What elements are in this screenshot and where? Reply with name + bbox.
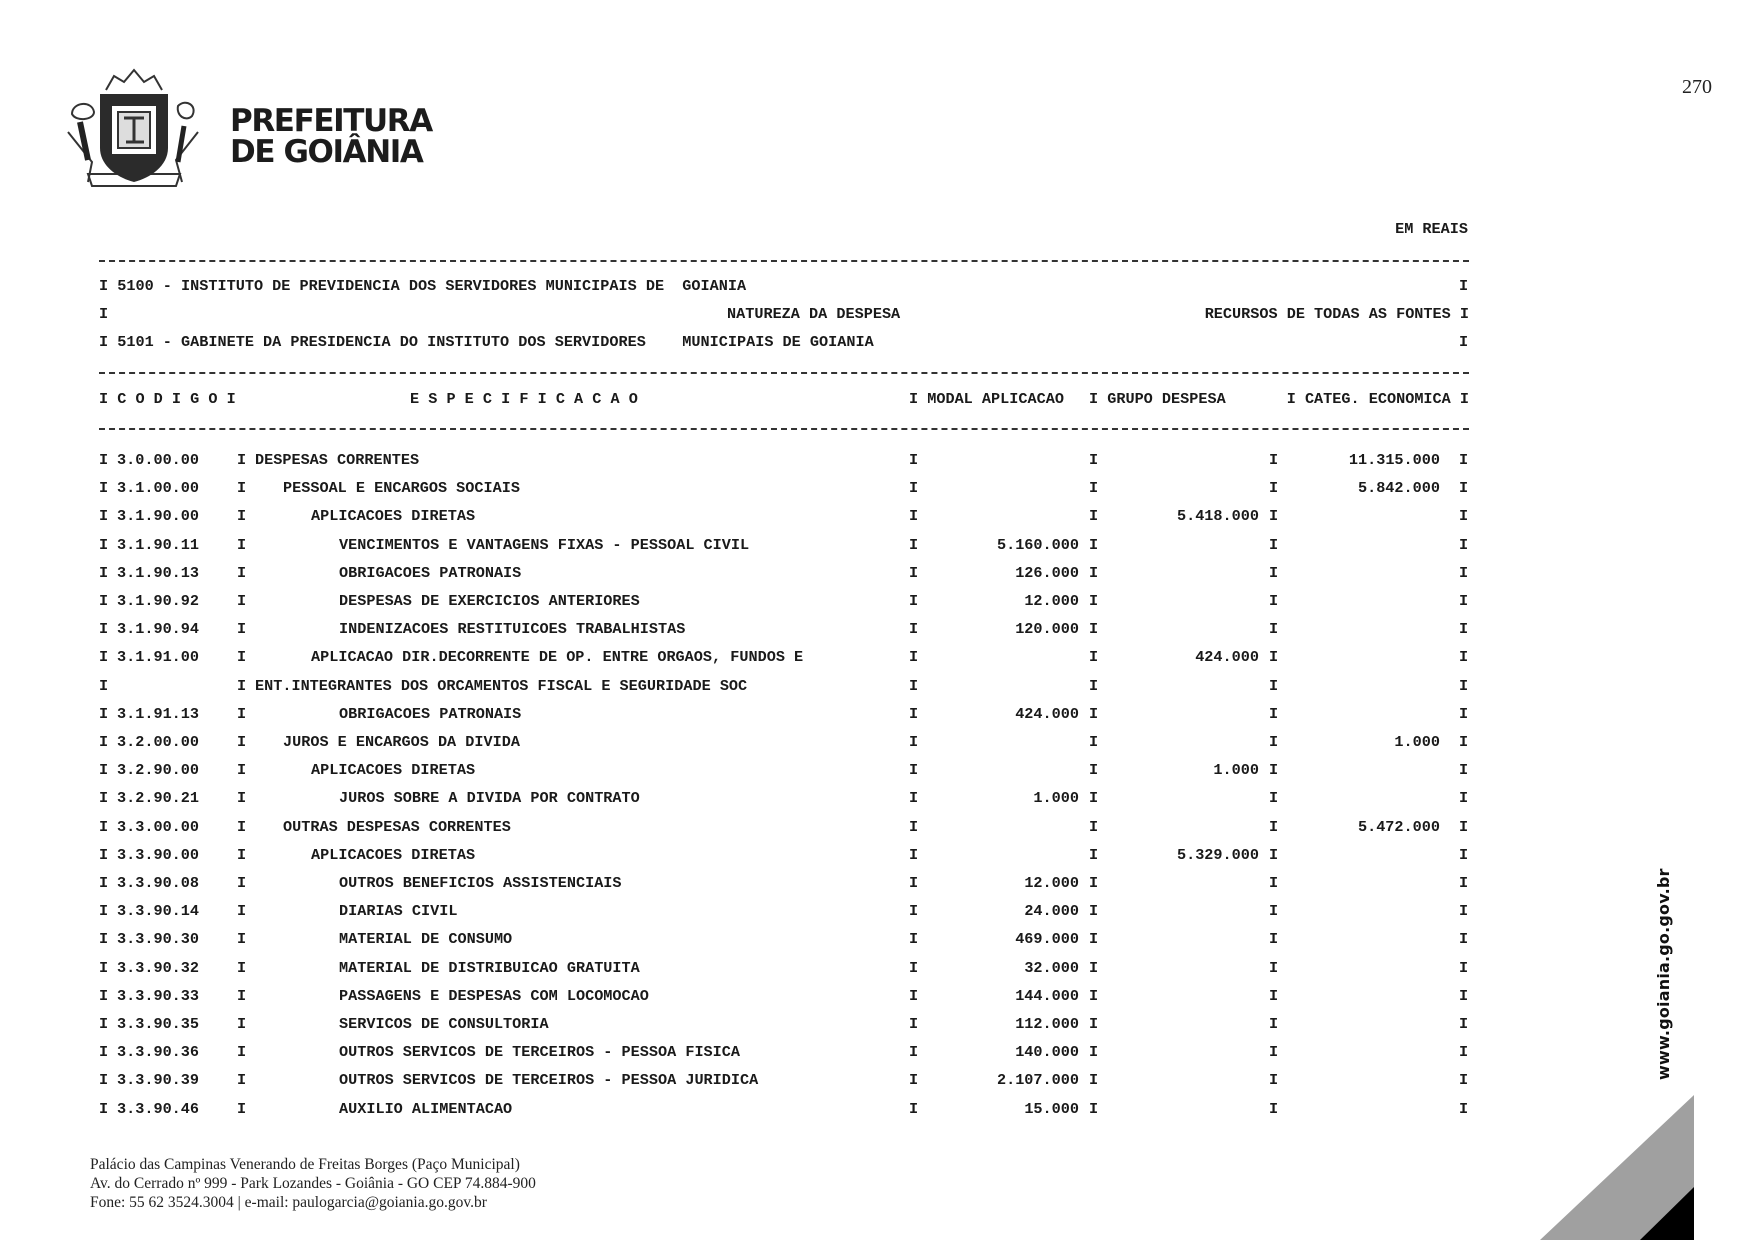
row-separator: I (1269, 451, 1279, 469)
row-separator: I (909, 1099, 919, 1118)
row-description: DESPESAS CORRENTES (255, 451, 420, 469)
table-row (99, 1014, 1469, 1034)
row-separator: I (909, 507, 919, 526)
table-row (99, 1070, 1469, 1090)
row-grupo-value: 424.000 (1195, 648, 1259, 667)
row-separator: I (237, 563, 247, 582)
row-separator: I (909, 535, 919, 554)
row-separator: I (1269, 986, 1279, 1005)
table-row (99, 901, 1469, 921)
table-header (99, 389, 1469, 409)
nature-line-border: I (99, 305, 109, 323)
table-row (99, 958, 1469, 978)
row-code: 3.2.00.00 (117, 733, 200, 751)
row-description: OUTROS SERVICOS DE TERCEIROS - PESSOA FISICA (339, 1043, 741, 1062)
row-separator: I (1269, 1099, 1279, 1118)
row-separator: I (1269, 789, 1279, 808)
row-separator: I (1089, 845, 1099, 864)
column-header-categ: I CATEG. ECONOMICA I (1286, 390, 1469, 408)
row-separator: I (909, 563, 919, 582)
row-border-left: I (99, 733, 109, 751)
row-separator: I (237, 592, 247, 610)
row-border-right: I (1459, 817, 1469, 836)
row-separator: I (909, 789, 919, 808)
row-border-left: I (99, 451, 109, 469)
row-description: OUTRAS DESPESAS CORRENTES (283, 817, 511, 836)
row-grupo-value: 5.418.000 (1176, 507, 1259, 526)
row-border-right: I (1459, 733, 1469, 751)
row-code: 3.1.90.00 (117, 507, 200, 526)
table-row (99, 929, 1469, 949)
row-border-right: I (1459, 1071, 1469, 1090)
row-separator: I (1269, 1043, 1279, 1062)
divider (99, 428, 1469, 430)
unit-title: I 5101 - GABINETE DA PRESIDENCIA DO INSTITUTO DOS SERVIDORES MUNICIPAIS DE GOIANIA (99, 333, 874, 351)
row-border-left: I (99, 648, 109, 667)
row-code: 3.2.90.21 (117, 789, 200, 808)
page-number: 270 (1682, 76, 1712, 98)
row-border-left: I (99, 930, 109, 949)
row-modal-value: 120.000 (1015, 620, 1079, 639)
row-border-right: I (1459, 704, 1469, 723)
row-code: 3.1.90.11 (117, 535, 200, 554)
table-row (99, 1042, 1469, 1062)
table-row (99, 535, 1469, 555)
row-separator: I (1089, 817, 1099, 836)
table-row (99, 563, 1469, 583)
row-separator: I (237, 704, 247, 723)
row-separator: I (909, 902, 919, 921)
row-separator: I (909, 620, 919, 639)
row-border-left: I (99, 1071, 109, 1090)
row-code: 3.3.90.14 (117, 902, 200, 921)
row-separator: I (909, 592, 919, 610)
row-separator: I (1089, 1043, 1099, 1062)
table-row (99, 817, 1469, 837)
row-separator: I (237, 620, 247, 639)
table-row (99, 478, 1469, 498)
row-separator: I (1269, 845, 1279, 864)
row-separator: I (237, 451, 247, 469)
row-separator: I (1089, 563, 1099, 582)
row-description: DESPESAS DE EXERCICIOS ANTERIORES (339, 592, 640, 610)
row-grupo-value: 1.000 (1213, 761, 1259, 780)
row-description: JUROS SOBRE A DIVIDA POR CONTRATO (339, 789, 640, 808)
row-code: 3.3.90.46 (117, 1099, 200, 1118)
row-border-right: I (1459, 874, 1469, 892)
row-description: PESSOAL E ENCARGOS SOCIAIS (283, 479, 520, 498)
row-separator: I (1269, 958, 1279, 977)
row-separator: I (237, 676, 247, 695)
row-description: MATERIAL DE DISTRIBUICAO GRATUITA (339, 958, 640, 977)
row-border-right: I (1459, 592, 1469, 610)
row-description: JUROS E ENCARGOS DA DIVIDA (283, 733, 520, 751)
org-line-border: I (1459, 277, 1469, 295)
row-border-right: I (1459, 986, 1469, 1005)
row-description: INDENIZACOES RESTITUICOES TRABALHISTAS (339, 620, 686, 639)
row-modal-value: 140.000 (1015, 1043, 1079, 1062)
row-border-left: I (99, 1043, 109, 1062)
row-separator: I (1269, 507, 1279, 526)
row-categ-value: 5.472.000 (1357, 817, 1440, 836)
row-separator: I (1089, 676, 1099, 695)
row-description: APLICACOES DIRETAS (311, 761, 476, 780)
row-code: 3.3.90.39 (117, 1071, 200, 1090)
footer-line-2: Av. do Cerrado nº 999 - Park Lozandes - Goiânia - GO CEP 74.884-900 (90, 1175, 536, 1192)
row-separator: I (909, 1043, 919, 1062)
row-separator: I (1269, 648, 1279, 667)
row-separator: I (237, 1043, 247, 1062)
row-separator: I (1089, 733, 1099, 751)
row-separator: I (237, 958, 247, 977)
row-border-left: I (99, 958, 109, 977)
row-modal-value: 1.000 (1033, 789, 1079, 808)
row-separator: I (237, 535, 247, 554)
row-code: 3.1.90.13 (117, 563, 200, 582)
org-title: I 5100 - INSTITUTO DE PREVIDENCIA DOS SERVIDORES MUNICIPAIS DE GOIANIA (99, 277, 747, 295)
row-border-left: I (99, 479, 109, 498)
row-separator: I (909, 1015, 919, 1033)
row-border-left: I (99, 761, 109, 780)
row-separator: I (237, 902, 247, 921)
row-description: MATERIAL DE CONSUMO (339, 930, 513, 949)
row-separator: I (1269, 817, 1279, 836)
row-code: 3.3.90.32 (117, 958, 200, 977)
row-separator: I (237, 930, 247, 949)
nature-label: NATUREZA DA DESPESA (727, 305, 901, 323)
row-description: PASSAGENS E DESPESAS COM LOCOMOCAO (339, 986, 649, 1005)
row-border-right: I (1459, 507, 1469, 526)
row-separator: I (1269, 874, 1279, 892)
row-border-right: I (1459, 451, 1469, 469)
row-code: 3.1.91.13 (117, 704, 200, 723)
table-row (99, 873, 1469, 893)
column-header-modal: I MODAL APLICACAO (909, 390, 1064, 408)
row-border-left: I (99, 874, 109, 892)
row-separator: I (1089, 1015, 1099, 1033)
row-separator: I (1089, 874, 1099, 892)
divider (99, 372, 1469, 374)
row-code: 3.3.90.33 (117, 986, 200, 1005)
table-row (99, 506, 1469, 526)
column-header-especificacao: E S P E C I F I C A C A O (410, 390, 638, 408)
row-separator: I (237, 986, 247, 1005)
units-label: EM REAIS (1395, 220, 1468, 238)
row-separator: I (909, 845, 919, 864)
row-separator: I (1269, 620, 1279, 639)
row-separator: I (1089, 986, 1099, 1005)
row-separator: I (1089, 930, 1099, 949)
row-description: SERVICOS DE CONSULTORIA (339, 1015, 549, 1033)
row-separator: I (1089, 902, 1099, 921)
row-border-left: I (99, 817, 109, 836)
nature-line (99, 304, 1469, 324)
row-separator: I (1269, 479, 1279, 498)
row-separator: I (909, 930, 919, 949)
row-separator: I (909, 479, 919, 498)
row-code: 3.1.90.92 (117, 592, 200, 610)
table-row (99, 788, 1469, 808)
row-code: 3.3.90.35 (117, 1015, 200, 1033)
row-description: APLICACOES DIRETAS (311, 845, 476, 864)
row-separator: I (237, 1015, 247, 1033)
brand-wordmark (230, 103, 432, 170)
row-separator: I (1089, 789, 1099, 808)
row-modal-value: 126.000 (1015, 563, 1079, 582)
row-modal-value: 12.000 (1024, 874, 1079, 892)
row-border-right: I (1459, 1015, 1469, 1033)
row-description: OBRIGACOES PATRONAIS (339, 563, 522, 582)
row-separator: I (1269, 761, 1279, 780)
table-row (99, 676, 1469, 696)
row-separator: I (1089, 1099, 1099, 1118)
column-header-codigo: I C O D I G O I (99, 390, 236, 408)
table-row (99, 704, 1469, 724)
row-border-right: I (1459, 535, 1469, 554)
row-border-right: I (1459, 789, 1469, 808)
row-modal-value: 469.000 (1015, 930, 1079, 949)
website-url: www.goiania.go.gov.br (1654, 868, 1673, 1080)
row-border-right: I (1459, 1099, 1469, 1118)
row-border-right: I (1459, 676, 1469, 695)
row-separator: I (909, 1071, 919, 1090)
row-separator: I (909, 733, 919, 751)
row-separator: I (909, 986, 919, 1005)
row-separator: I (237, 479, 247, 498)
row-description: OUTROS BENEFICIOS ASSISTENCIAIS (339, 874, 622, 892)
row-code: 3.2.90.00 (117, 761, 200, 780)
row-modal-value: 424.000 (1015, 704, 1079, 723)
row-border-left: I (99, 563, 109, 582)
row-separator: I (237, 789, 247, 808)
row-separator: I (1089, 620, 1099, 639)
row-description: AUXILIO ALIMENTACAO (339, 1099, 513, 1118)
table-row (99, 591, 1469, 611)
row-border-left: I (99, 789, 109, 808)
row-separator: I (1089, 592, 1099, 610)
divider (99, 260, 1469, 262)
footer-line-1: Palácio das Campinas Venerando de Freitas Borges (Paço Municipal) (90, 1156, 520, 1173)
row-description: ENT.INTEGRANTES DOS ORCAMENTOS FISCAL E SEGURIDADE SOC (255, 676, 748, 695)
row-description: DIARIAS CIVIL (339, 902, 458, 921)
sources-label: RECURSOS DE TODAS AS FONTES I (1204, 305, 1469, 323)
row-separator: I (1089, 479, 1099, 498)
row-modal-value: 5.160.000 (996, 535, 1079, 554)
row-separator: I (1269, 930, 1279, 949)
row-separator: I (909, 958, 919, 977)
row-border-left: I (99, 535, 109, 554)
row-separator: I (1089, 1071, 1099, 1090)
table-row (99, 1099, 1469, 1119)
row-separator: I (1089, 648, 1099, 667)
table-row (99, 845, 1469, 865)
footer-line-3: Fone: 55 62 3524.3004 | e-mail: paulogarcia@goiania.go.gov.br (90, 1194, 487, 1211)
row-description: OBRIGACOES PATRONAIS (339, 704, 522, 723)
row-code: 3.3.90.30 (117, 930, 200, 949)
coat-of-arms-icon (58, 62, 210, 192)
row-border-left: I (99, 1015, 109, 1033)
row-border-left: I (99, 845, 109, 864)
row-code: 3.3.90.36 (117, 1043, 200, 1062)
row-separator: I (1269, 563, 1279, 582)
row-code: 3.0.00.00 (117, 451, 200, 469)
row-separator: I (237, 1071, 247, 1090)
row-separator: I (1269, 902, 1279, 921)
row-border-right: I (1459, 563, 1469, 582)
row-border-right: I (1459, 620, 1469, 639)
table-row (99, 619, 1469, 639)
row-grupo-value: 5.329.000 (1176, 845, 1259, 864)
row-separator: I (237, 817, 247, 836)
row-border-left: I (99, 704, 109, 723)
column-header-grupo: I GRUPO DESPESA (1089, 390, 1226, 408)
row-separator: I (1269, 535, 1279, 554)
row-separator: I (1089, 704, 1099, 723)
row-code: 3.3.00.00 (117, 817, 200, 836)
row-separator: I (237, 733, 247, 751)
row-description: APLICACAO DIR.DECORRENTE DE OP. ENTRE ORGAOS, FUNDOS E (311, 648, 804, 667)
row-separator: I (909, 704, 919, 723)
table-row (99, 647, 1469, 667)
brand-line-2: DE GOIÂNIA (230, 134, 423, 170)
row-separator: I (1269, 733, 1279, 751)
row-separator: I (1269, 1015, 1279, 1033)
row-separator: I (1269, 592, 1279, 610)
row-border-left: I (99, 507, 109, 526)
row-separator: I (909, 648, 919, 667)
row-separator: I (909, 451, 919, 469)
row-modal-value: 112.000 (1015, 1015, 1079, 1033)
row-code: 3.3.90.08 (117, 874, 200, 892)
unit-line-border: I (1459, 333, 1469, 351)
row-border-right: I (1459, 761, 1469, 780)
row-code: 3.1.91.00 (117, 648, 200, 667)
row-code: 3.3.90.00 (117, 845, 200, 864)
row-modal-value: 144.000 (1015, 986, 1079, 1005)
table-row (99, 450, 1469, 470)
row-description: OUTROS SERVICOS DE TERCEIROS - PESSOA JURIDICA (339, 1071, 759, 1090)
row-modal-value: 24.000 (1024, 902, 1079, 921)
row-separator: I (909, 874, 919, 892)
row-separator: I (237, 648, 247, 667)
brand-line-1: PREFEITURA (230, 103, 432, 139)
row-border-right: I (1459, 1043, 1469, 1062)
row-border-left: I (99, 986, 109, 1005)
row-separator: I (1089, 451, 1099, 469)
row-border-left: I (99, 1099, 109, 1118)
row-modal-value: 2.107.000 (996, 1071, 1079, 1090)
row-border-right: I (1459, 845, 1469, 864)
row-code: 3.1.90.94 (117, 620, 200, 639)
row-separator: I (1089, 958, 1099, 977)
row-separator: I (1089, 761, 1099, 780)
row-separator: I (237, 874, 247, 892)
row-modal-value: 32.000 (1024, 958, 1079, 977)
row-border-right: I (1459, 902, 1469, 921)
table-row (99, 986, 1469, 1006)
row-border-left: I (99, 620, 109, 639)
row-border-right: I (1459, 930, 1469, 949)
row-separator: I (237, 507, 247, 526)
row-description: VENCIMENTOS E VANTAGENS FIXAS - PESSOAL CIVIL (339, 535, 750, 554)
row-modal-value: 12.000 (1024, 592, 1079, 610)
row-border-right: I (1459, 958, 1469, 977)
row-border-right: I (1459, 479, 1469, 498)
corner-decoration (1540, 1095, 1754, 1240)
row-description: APLICACOES DIRETAS (311, 507, 476, 526)
table-row (99, 732, 1469, 752)
row-code: 3.1.00.00 (117, 479, 200, 498)
org-line (99, 276, 1469, 296)
row-separator: I (237, 845, 247, 864)
row-separator: I (909, 817, 919, 836)
row-separator: I (1089, 535, 1099, 554)
row-separator: I (1269, 1071, 1279, 1090)
row-separator: I (237, 1099, 247, 1118)
row-border-left: I (99, 902, 109, 921)
row-separator: I (909, 676, 919, 695)
row-border-left: I (99, 676, 109, 695)
row-modal-value: 15.000 (1024, 1099, 1079, 1118)
row-separator: I (237, 761, 247, 780)
row-categ-value: 11.315.000 (1348, 451, 1440, 469)
row-border-right: I (1459, 648, 1469, 667)
row-categ-value: 5.842.000 (1357, 479, 1440, 498)
row-separator: I (1269, 676, 1279, 695)
row-categ-value: 1.000 (1394, 733, 1440, 751)
footer-address (90, 1155, 536, 1212)
row-separator: I (1089, 507, 1099, 526)
row-border-left: I (99, 592, 109, 610)
row-separator: I (909, 761, 919, 780)
row-separator: I (1269, 704, 1279, 723)
table-row (99, 760, 1469, 780)
unit-line (99, 332, 1469, 352)
